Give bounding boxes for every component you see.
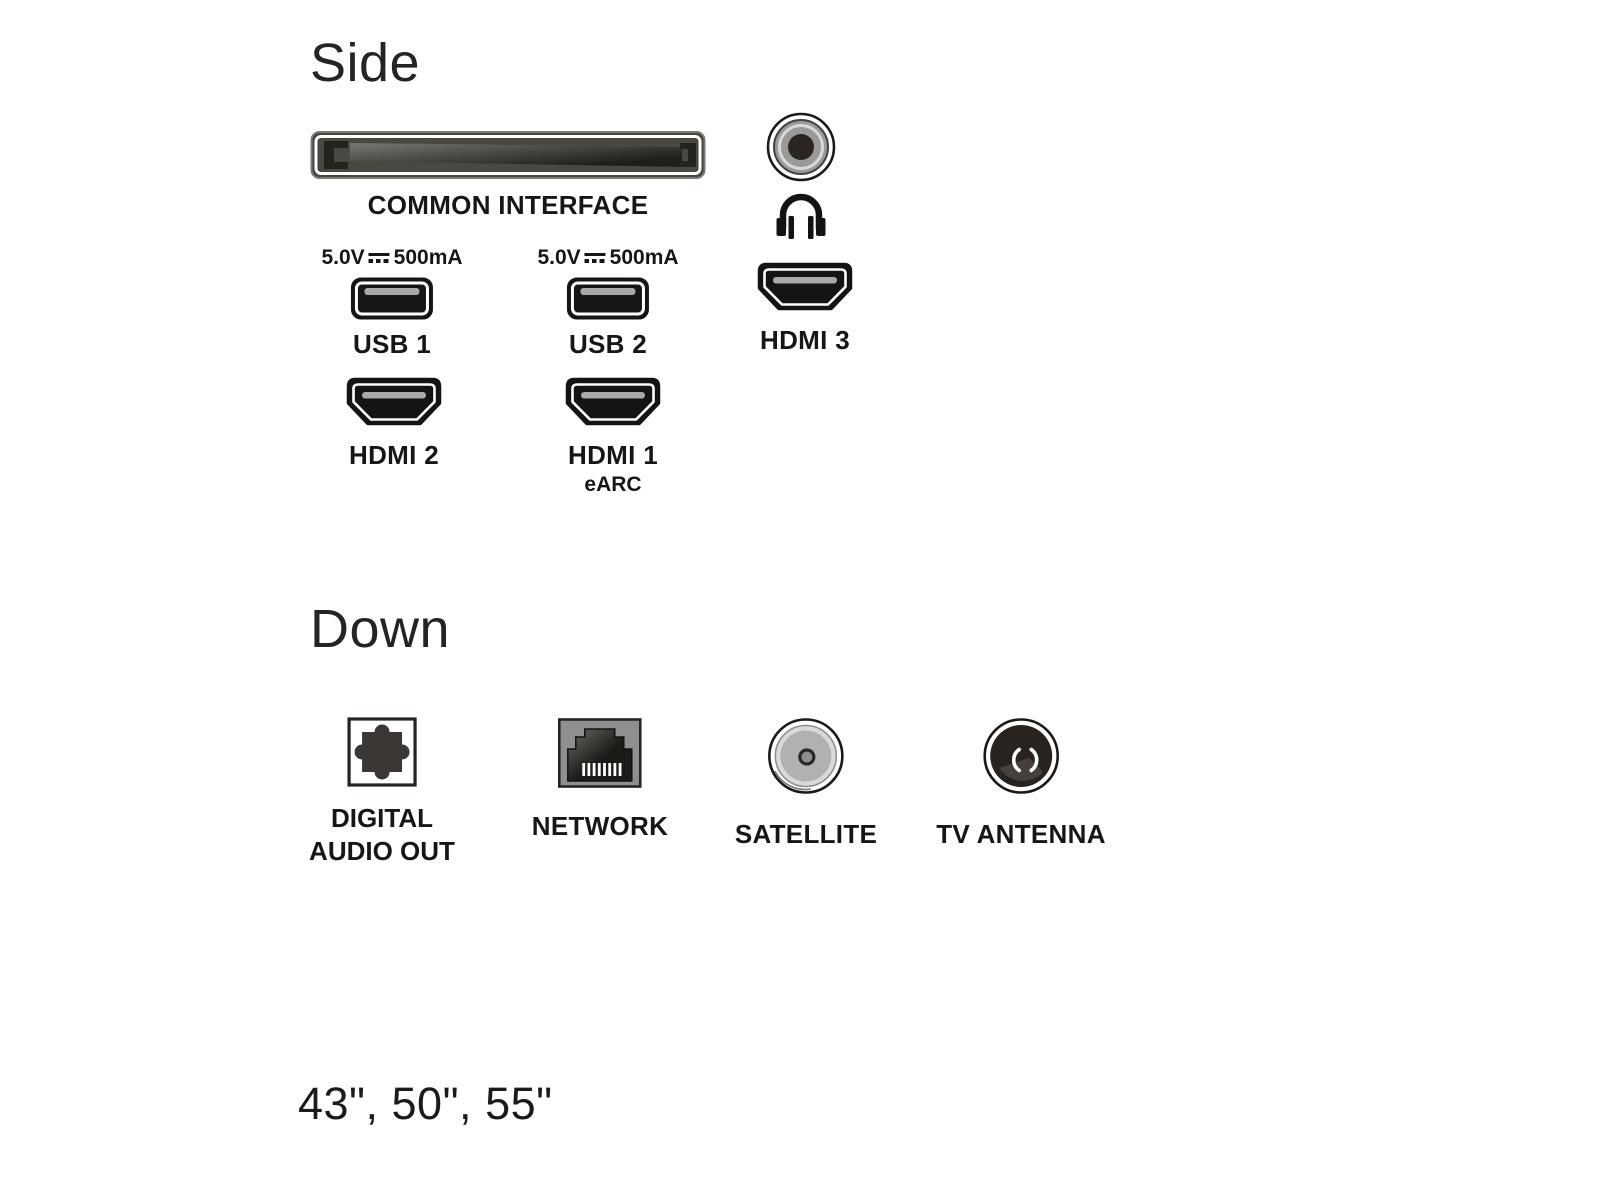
hdmi-port-icon: [346, 377, 442, 430]
tv-antenna-port: [936, 716, 1106, 851]
usb1-label: USB 1: [352, 329, 432, 359]
screen-sizes-text: 43", 50", 55": [298, 1078, 553, 1129]
hdmi3-port: [757, 262, 853, 357]
usb1-power-voltage: 5.0V: [321, 246, 365, 269]
satellite-port: [735, 716, 877, 851]
dc-symbol-icon: [367, 252, 392, 265]
usb-port-icon: [567, 277, 650, 320]
usb2-label: USB 2: [568, 329, 648, 359]
hdmi-port-icon: [565, 377, 661, 430]
usb2-power-current: 500mA: [609, 246, 679, 269]
headphone-jack-icon: [765, 111, 837, 183]
satellite-label: SATELLITE: [734, 819, 878, 849]
dc-symbol-icon: [583, 252, 608, 265]
common-interface-slot-icon: [310, 130, 706, 181]
hdmi2-port: [346, 377, 442, 472]
headphone-jack-port: [765, 111, 837, 241]
digital-audio-out-port: [309, 716, 455, 867]
hdmi1-port: [565, 377, 661, 497]
tv-antenna-label: TV ANTENNA: [936, 819, 1106, 849]
hdmi1-label: HDMI 1: [568, 440, 658, 470]
network-port: [532, 718, 668, 843]
usb1-power-current: 500mA: [393, 246, 463, 269]
headphones-icon: [774, 191, 828, 241]
usb2-power-voltage: 5.0V: [537, 246, 581, 269]
usb-port-icon: [351, 277, 434, 320]
usb2-port: [537, 246, 678, 361]
hdmi3-label: HDMI 3: [760, 325, 850, 355]
hdmi2-label: HDMI 2: [349, 440, 439, 470]
digital-audio-out-label-line2: AUDIO OUT: [309, 835, 455, 866]
optical-audio-port-icon: [346, 716, 418, 788]
satellite-connector-icon: [766, 716, 846, 796]
hdmi-port-icon: [757, 262, 853, 315]
usb2-power-rating: [537, 246, 678, 270]
tv-antenna-connector-icon: [981, 716, 1061, 796]
usb1-power-rating: [321, 246, 462, 270]
down-section-heading: Down: [310, 599, 451, 659]
network-label: NETWORK: [531, 811, 669, 841]
common-interface-port: [310, 130, 706, 222]
digital-audio-out-label: [309, 802, 455, 867]
ethernet-port-icon: [558, 718, 642, 788]
side-section-heading: Side: [310, 33, 421, 93]
digital-audio-out-label-line1: DIGITAL: [330, 803, 434, 833]
usb1-port: [321, 246, 462, 361]
hdmi1-earc-sublabel: eARC: [584, 472, 642, 496]
common-interface-label: COMMON INTERFACE: [367, 190, 649, 220]
